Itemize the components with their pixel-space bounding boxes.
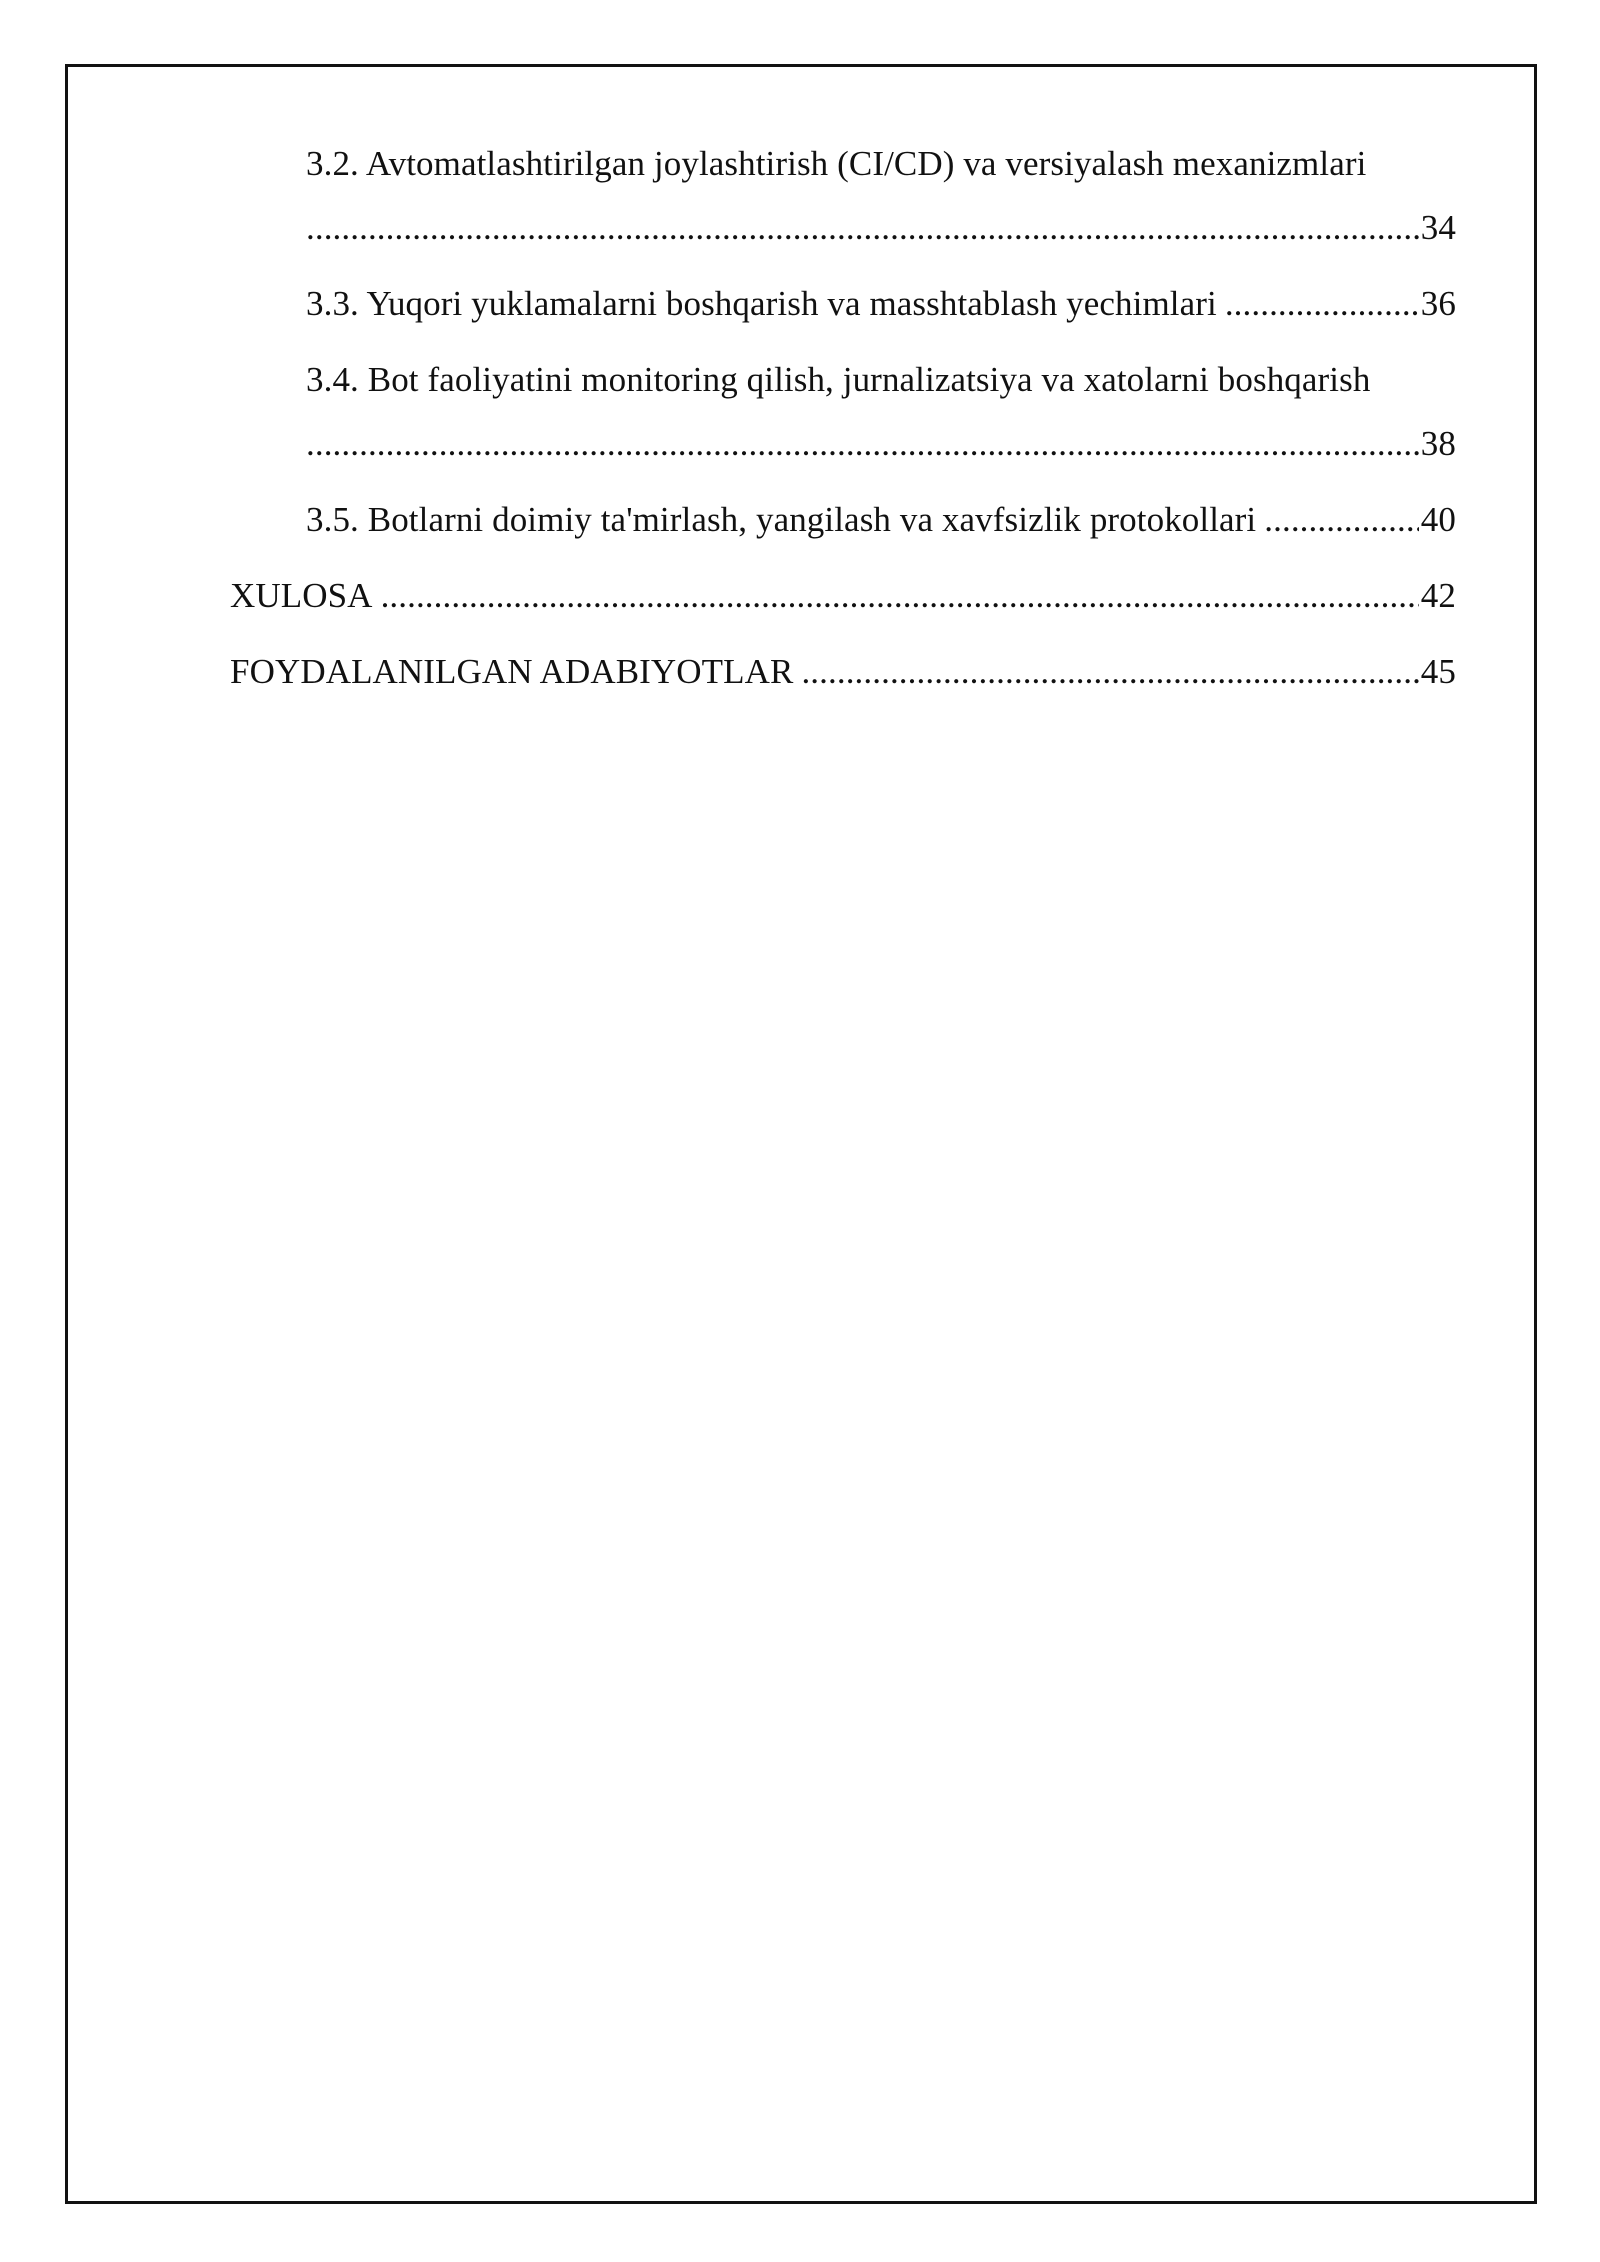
dot-leader [381, 577, 1419, 615]
toc-entry-title: 3.5. Botlarni doimiy ta'mirlash, yangilash va xavfsizlik protokollari [306, 501, 1257, 539]
dot-leader [801, 653, 1418, 691]
toc-entry-title: 3.2. Avtomatlashtirilgan joylashtirish (CI/CD) va versiyalash mexanizmlari [306, 144, 1367, 183]
toc-entry-title: FOYDALANILGAN ADABIYOTLAR [230, 653, 794, 691]
toc-entry-page: 36 [1420, 285, 1456, 323]
dot-leader [306, 425, 1419, 463]
toc-entry-title: 3.3. Yuqori yuklamalarni boshqarish va masshtablash yechimlari [306, 285, 1217, 323]
toc-entry-title: 3.4. Bot faoliyatini monitoring qilish, jurnalizatsiya va xatolarni boshqarish [306, 360, 1371, 399]
toc-entry-3-2[interactable] [230, 145, 1456, 247]
toc-entry-3-5[interactable] [230, 501, 1456, 539]
toc-entry-page: 40 [1420, 501, 1456, 539]
dot-leader [1225, 285, 1419, 323]
toc-entry-3-3[interactable] [230, 285, 1456, 323]
toc-entry-xulosa[interactable] [230, 577, 1456, 615]
toc-entry-page: 38 [1420, 425, 1456, 463]
toc-entry-adabiyotlar[interactable] [230, 653, 1456, 691]
dot-leader [1264, 501, 1419, 539]
toc-entry-page: 45 [1420, 653, 1456, 691]
toc-entry-page: 34 [1420, 209, 1456, 247]
toc-entry-page: 42 [1420, 577, 1456, 615]
dot-leader [306, 209, 1419, 247]
table-of-contents [230, 145, 1456, 729]
toc-entry-title: XULOSA [230, 577, 373, 615]
toc-entry-3-4[interactable] [230, 361, 1456, 463]
